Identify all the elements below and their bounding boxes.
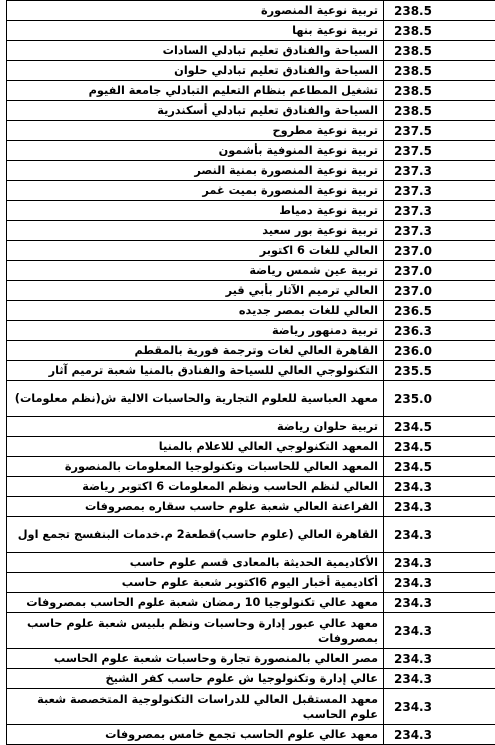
institute-name: مصر العالي بالمنصورة تجارة وحاسبات شعبة علوم الحاسب (7, 649, 384, 669)
minimum-score: 234.3 (384, 477, 495, 497)
table-row (7, 281, 495, 301)
institute-name: تربية نوعية مطروح (7, 121, 384, 141)
table-row (7, 497, 495, 517)
minimum-score: 234.3 (384, 725, 495, 745)
institute-name: الفراعنة العالي شعبة علوم حاسب سقاره بمصروفات (7, 497, 384, 517)
minimum-score: 234.5 (384, 437, 495, 457)
minimum-score: 238.5 (384, 61, 495, 81)
table-row (7, 517, 495, 553)
institute-name: معهد العباسية للعلوم التجارية والحاسبات الالية ش(نظم معلومات) (7, 381, 384, 417)
minimum-score: 236.3 (384, 321, 495, 341)
table-row (7, 457, 495, 477)
minimum-score: 234.3 (384, 689, 495, 725)
table-row (7, 1, 495, 21)
minimum-score: 234.3 (384, 613, 495, 649)
minimum-score: 238.5 (384, 1, 495, 21)
institute-name: عالي إدارة وتكنولوجيا ش علوم حاسب كفر الشيخ (7, 669, 384, 689)
table-row (7, 321, 495, 341)
table-row (7, 725, 495, 745)
table-row (7, 261, 495, 281)
scores-table (6, 0, 495, 745)
table-row (7, 669, 495, 689)
institute-name: العالي للغات 6 اكتوبر (7, 241, 384, 261)
table-row (7, 161, 495, 181)
minimum-score: 238.5 (384, 81, 495, 101)
institute-name: الأكاديمية الحديثة بالمعادى قسم علوم حاسب (7, 553, 384, 573)
scores-table-body (7, 1, 495, 745)
table-row (7, 81, 495, 101)
minimum-score: 234.3 (384, 649, 495, 669)
table-row (7, 41, 495, 61)
minimum-score: 237.3 (384, 221, 495, 241)
table-row (7, 553, 495, 573)
minimum-score: 234.5 (384, 457, 495, 477)
table-row (7, 181, 495, 201)
institute-name: العالي لنظم الحاسب ونظم المعلومات 6 اكتوبر رياضة (7, 477, 384, 497)
institute-name: السياحة والفنادق تعليم تبادلي السادات (7, 41, 384, 61)
minimum-score: 234.3 (384, 669, 495, 689)
institute-name: تربية نوعية المنصورة (7, 1, 384, 21)
institute-name: تربية نوعية المنوفية بأشمون (7, 141, 384, 161)
institute-name: تربية نوعية بنها (7, 21, 384, 41)
table-row (7, 121, 495, 141)
minimum-score: 235.0 (384, 381, 495, 417)
institute-name: معهد عالي علوم الحاسب تجمع خامس بمصروفات (7, 725, 384, 745)
table-row (7, 241, 495, 261)
table-row (7, 141, 495, 161)
institute-name: تربية نوعية دمياط (7, 201, 384, 221)
institute-name: المعهد العالي للحاسبات وتكنولوجيا المعلومات بالمنصورة (7, 457, 384, 477)
institute-name: تربية نوعية المنصورة بميت غمر (7, 181, 384, 201)
institute-name: تربية حلوان رياضة (7, 417, 384, 437)
table-row (7, 689, 495, 725)
institute-name: القاهرة العالي لغات وترجمة فورية بالمقطم (7, 341, 384, 361)
minimum-score: 237.0 (384, 241, 495, 261)
minimum-score: 238.5 (384, 41, 495, 61)
institute-name: المعهد التكنولوجي العالي للاعلام بالمنيا (7, 437, 384, 457)
institute-name: القاهرة العالي (علوم حاسب)قطعة2 م.خدمات البنفسج تجمع اول (7, 517, 384, 553)
institute-name: السياحة والفنادق تعليم تبادلي حلوان (7, 61, 384, 81)
institute-name: تربية عين شمس رياضة (7, 261, 384, 281)
institute-name: السياحة والفنادق تعليم تبادلي أسكندرية (7, 101, 384, 121)
minimum-score: 234.3 (384, 517, 495, 553)
table-row (7, 593, 495, 613)
institute-name: تربية نوعية بور سعيد (7, 221, 384, 241)
minimum-score: 237.5 (384, 121, 495, 141)
table-row (7, 477, 495, 497)
table-row (7, 417, 495, 437)
institute-name: تربية نوعية المنصورة بمنية النصر (7, 161, 384, 181)
table-row (7, 21, 495, 41)
institute-name: أكاديمية أخبار اليوم 6اكتوبر شعبة علوم حاسب (7, 573, 384, 593)
table-row (7, 221, 495, 241)
minimum-score: 234.3 (384, 573, 495, 593)
table-row (7, 649, 495, 669)
institute-name: العالي ترميم الآثار بأبي قير (7, 281, 384, 301)
minimum-score: 238.5 (384, 21, 495, 41)
minimum-score: 237.0 (384, 261, 495, 281)
minimum-score: 236.0 (384, 341, 495, 361)
minimum-score: 237.5 (384, 141, 495, 161)
table-row (7, 381, 495, 417)
institute-name: التكنولوجي العالي للسياحة والفنادق بالمنيا شعبة ترميم آثار (7, 361, 384, 381)
table-row (7, 101, 495, 121)
table-row (7, 201, 495, 221)
institute-name: معهد عالي تكنولوجيا 10 رمضان شعبة علوم الحاسب بمصروفات (7, 593, 384, 613)
minimum-score: 237.3 (384, 201, 495, 221)
minimum-score: 234.5 (384, 417, 495, 437)
institute-name: معهد عالي عبور إدارة وحاسبات ونظم بلبيس شعبة علوم حاسب بمصروفات (7, 613, 384, 649)
minimum-score: 234.3 (384, 593, 495, 613)
table-row (7, 573, 495, 593)
table-row (7, 301, 495, 321)
minimum-score: 234.3 (384, 553, 495, 573)
table-row (7, 361, 495, 381)
scores-table-sheet (6, 0, 489, 745)
table-row (7, 61, 495, 81)
institute-name: تشغيل المطاعم بنظام التعليم التبادلي جامعة الفيوم (7, 81, 384, 101)
minimum-score: 234.3 (384, 497, 495, 517)
minimum-score: 236.5 (384, 301, 495, 321)
institute-name: تربية دمنهور رياضة (7, 321, 384, 341)
institute-name: العالي للغات بمصر جديده (7, 301, 384, 321)
minimum-score: 235.5 (384, 361, 495, 381)
minimum-score: 237.3 (384, 161, 495, 181)
table-row (7, 437, 495, 457)
institute-name: معهد المستقبل العالي للدراسات التكنولوجية المتخصصة شعبة علوم الحاسب (7, 689, 384, 725)
table-row (7, 341, 495, 361)
table-row (7, 613, 495, 649)
minimum-score: 238.5 (384, 101, 495, 121)
minimum-score: 237.3 (384, 181, 495, 201)
minimum-score: 237.0 (384, 281, 495, 301)
